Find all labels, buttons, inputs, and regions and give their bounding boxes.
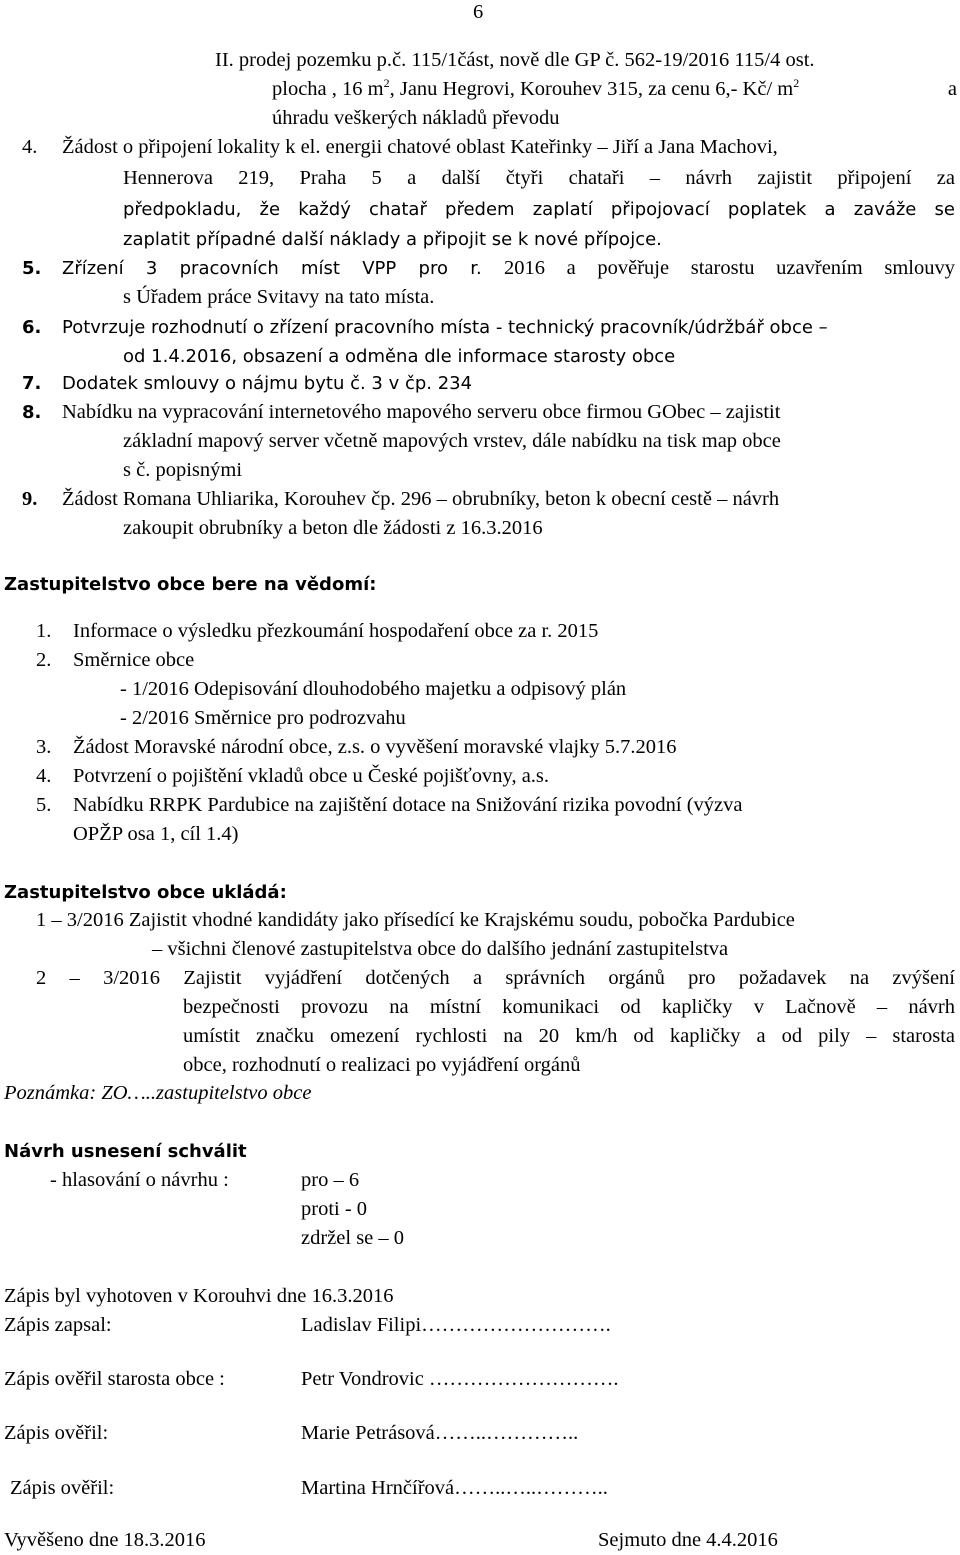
posted-date: Vyvěšeno dne 18.3.2016 <box>4 1529 206 1551</box>
item6-line2: od 1.4.2016, obsazení a odměna dle informace starosty obce <box>123 346 676 367</box>
note5-number: 5. <box>36 794 52 816</box>
item8-number: 8. <box>22 402 42 423</box>
task1-line1: 1 – 3/2016 Zajistit vhodné kandidáty jako přísedící ke Krajskému soudu, pobočka Pardubice <box>36 909 795 931</box>
item4-line2: Hennerova 219, Praha 5 a další čtyři chataři – návrh zajistit připojení za <box>123 167 955 189</box>
item7-line1: Dodatek smlouvy o nájmu bytu č. 3 v čp. 234 <box>62 373 473 394</box>
note2-text: Směrnice obce <box>73 649 195 671</box>
note1-text: Informace o výsledku přezkoumání hospodaření obce za r. 2015 <box>73 620 599 642</box>
vote-abstain: zdržel se – 0 <box>301 1227 405 1249</box>
minutes-created: Zápis byl vyhotoven v Korouhvi dne 16.3.2016 <box>4 1285 394 1307</box>
item9-line2: zakoupit obrubníky a beton dle žádosti z 16.3.2016 <box>123 517 543 539</box>
item9-line1: Žádost Romana Uhliarika, Korouhev čp. 296 – obrubníky, beton k obecní cestě – návrh <box>62 488 780 510</box>
tasks-heading: Zastupitelstvo obce ukládá: <box>4 882 287 903</box>
task1-line2: – všichni členové zastupitelstva obce do dalšího jednání zastupitelstva <box>152 938 729 960</box>
superscript-2: 2 <box>793 76 800 90</box>
item8-line2: základní mapový server včetně mapových vrstev, dále nabídku na tisk map obce <box>123 430 781 452</box>
note2-sub2: - 2/2016 Směrnice pro podrozvahu <box>120 707 406 729</box>
vote-pro: pro – 6 <box>301 1169 360 1191</box>
note3-text: Žádost Moravské národní obce, z.s. o vyvěšení moravské vlajky 5.7.2016 <box>73 736 677 758</box>
signature-label-verifier1: Zápis ověřil: <box>4 1422 109 1444</box>
item4-line1-b: energii chatové oblast Kateřinky – Jiří a Jana Machovi, <box>325 136 778 158</box>
item6-line1: Potvrzuje rozhodnutí o zřízení pracovního místa - technický pracovník/údržbář obce – <box>62 317 828 338</box>
page-number: 6 <box>473 1 484 23</box>
item-ii-line2-a: plocha , 16 m <box>272 78 384 100</box>
note5-text: Nabídku RRPK Pardubice na zajištění dotace na Snižování rizika povodní (výzva <box>73 794 743 816</box>
task2-line4: obce, rozhodnutí o realizaci po vyjádření orgánů <box>183 1054 581 1076</box>
vote-heading: Návrh usnesení schválit <box>4 1141 247 1162</box>
item9-number: 9. <box>22 488 38 510</box>
abbreviation-note: Poznámka: ZO…..zastupitelstvo obce <box>4 1082 312 1104</box>
item4-line1-a: Žádost o připojení lokality k el. <box>62 136 326 158</box>
note2-sub1: - 1/2016 Odepisování dlouhodobého majetku a odpisový plán <box>120 678 627 700</box>
note4-number: 4. <box>36 765 52 787</box>
signature-value-verifier1: Marie Petrásová……..………….. <box>301 1422 579 1444</box>
task2-line2: bezpečnosti provozu na místní komunikaci od kapličky v Lačnově – návrh <box>183 996 955 1018</box>
item5-line1-a: Zřízení 3 pracovních míst VPP pro r. <box>62 258 504 279</box>
removed-date: Sejmuto dne 4.4.2016 <box>598 1529 778 1551</box>
vote-proti: proti - 0 <box>301 1198 368 1220</box>
item-ii-line3: úhradu veškerých nákladů převodu <box>272 107 560 129</box>
task2-line1: 2 – 3/2016 Zajistit vyjádření dotčených a správních orgánů pro požadavek na zvýšení <box>36 967 955 989</box>
vote-label: - hlasování o návrhu : <box>50 1169 229 1191</box>
item-ii-line1: II. prodej pozemku p.č. 115/1část, nově dle GP č. 562-19/2016 115/4 ost. <box>215 49 815 71</box>
item4-line4: zaplatit případné další náklady a připojit se k nové přípojce. <box>123 229 662 250</box>
item5-number: 5. <box>22 258 42 279</box>
item-ii-line2 <box>272 75 957 104</box>
note4-text: Potvrzení o pojištění vkladů obce u České pojišťovny, a.s. <box>73 765 550 787</box>
note3-number: 3. <box>36 736 52 758</box>
item4-line3: předpokladu, že každý chatař předem zaplatí připojovací poplatek a zaváže se <box>123 199 955 220</box>
signature-label-verifier2: Zápis ověřil: <box>10 1477 115 1499</box>
task2-line3: umístit značku omezení rychlosti na 20 km/h od kapličky a od pily – starosta <box>183 1025 955 1047</box>
item-ii-line2-b: , Janu Hegrovi, Korouhev 315, za cenu 6,- Kč/ m <box>389 78 794 100</box>
note1-number: 1. <box>36 620 52 642</box>
item4-number: 4. <box>22 136 38 158</box>
signature-label-recorder: Zápis zapsal: <box>4 1314 112 1336</box>
notes-heading: Zastupitelstvo obce bere na vědomí: <box>4 574 377 595</box>
signature-value-mayor: Petr Vondrovic ………………………. <box>301 1368 619 1390</box>
item5-line1 <box>62 254 955 283</box>
item7-number: 7. <box>22 373 42 394</box>
note2-number: 2. <box>36 649 52 671</box>
item8-line1: Nabídku na vypracování internetového mapového serveru obce firmou GObec – zajistit <box>62 401 781 423</box>
item5-line1-b: 2016 a pověřuje starostu uzavřením smlouvy <box>503 257 955 279</box>
item4-line1 <box>62 133 778 162</box>
item6-number: 6. <box>22 317 42 338</box>
superscript-2: 2 <box>383 76 390 90</box>
note5-text-cont: OPŽP osa 1, cíl 1.4) <box>73 823 239 845</box>
signature-value-verifier2: Martina Hrnčířová……..…..……….. <box>301 1477 608 1499</box>
signature-label-mayor: Zápis ověřil starosta obce : <box>4 1368 225 1390</box>
signature-value-recorder: Ladislav Filipi………………………. <box>301 1314 611 1336</box>
item8-line3: s č. popisnými <box>123 459 243 481</box>
item-ii-line2-c: a <box>947 78 957 100</box>
item5-line2: s Úřadem práce Svitavy na tato místa. <box>123 286 435 308</box>
